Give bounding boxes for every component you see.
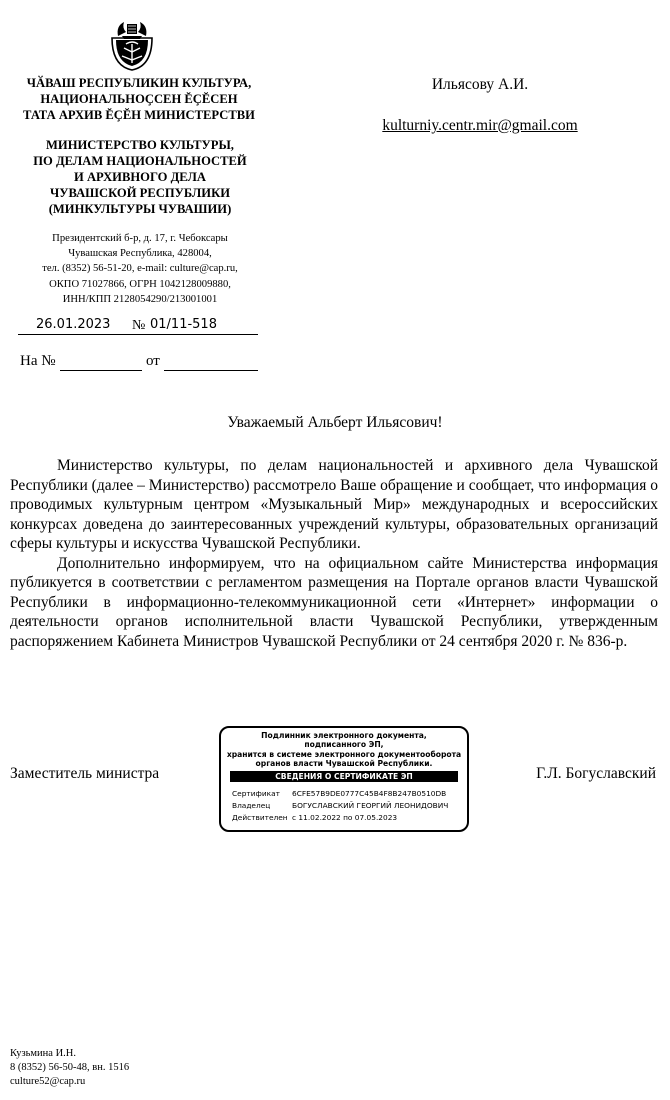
stamp-caption-line: хранится в системе электронного документооборота (226, 749, 462, 759)
stamp-caption (221, 731, 467, 769)
header-russian-line: И АРХИВНОГО ДЕЛА (74, 170, 206, 184)
body-paragraph: Дополнительно информируем, что на официальном сайте Министерства информация публикуется в соответствии с регламентом размещения на Портале органов власти Чувашской Республики в информационно-телекоммуникационной сети «Интернет» информации о деятельности органов исполнительной власти Чувашской Республики, утвержденным распоряжением Кабинета Министров Чувашской Республики от 24 сентября 2020 г. № 836-р. (10, 554, 658, 650)
body-paragraph: Министерство культуры, по делам национальностей и архивного дела Чувашской Республики (далее – Министерство) рассмотрело Ваше обращение и сообщает, что информация о проводимых культурным центром «Музыкальный Мир» международных и всероссийских конкурсах доведена до заинтересованных учреждений культуры, образовательных организаций сферы культуры и искусства Чувашской Республики. (10, 457, 658, 552)
address-line: ОКПО 71027866, ОГРН 1042128009880, (49, 278, 231, 290)
stamp-caption-line: органов власти Чувашской Республики. (255, 759, 433, 769)
coat-of-arms-emblem (108, 18, 156, 72)
registration-number: 01/11-518 (150, 317, 217, 332)
reference-number-label: На № (20, 353, 56, 369)
address-line: ИНН/КПП 2128054290/213001001 (62, 293, 218, 305)
header-chuvash-line: ТАТА АРХИВ ĔҪĔН МИНИСТЕРСТВИ (23, 108, 255, 122)
stamp-row-owner (232, 801, 448, 811)
reference-number-blank (60, 370, 142, 371)
header-russian-line: МИНИСТЕРСТВО КУЛЬТУРЫ, (46, 138, 234, 152)
stamp-row-key: Сертификат (232, 789, 280, 798)
header-chuvash-line: ЧӐВАШ РЕСПУБЛИКИН КУЛЬТУРА, (26, 76, 252, 90)
stamp-certificate-header: СВЕДЕНИЯ О СЕРТИФИКАТЕ ЭП (230, 771, 458, 782)
stamp-caption-line: подписанного ЭП, (304, 740, 384, 750)
recipient-email-link[interactable]: kulturniy.centr.mir@gmail.com (382, 117, 578, 134)
reference-from-label: от (146, 353, 160, 369)
ministry-address-block (10, 231, 270, 307)
stamp-row-value: 6CFE57B9DE0777C45B4F8B247B0510DB (292, 789, 447, 798)
stamp-row-certificate (232, 789, 446, 799)
header-russian-line: ЧУВАШСКОЙ РЕСПУБЛИКИ (49, 186, 230, 200)
executor-email: culture52@cap.ru (10, 1076, 86, 1087)
stamp-row-key: Действителен (232, 813, 288, 822)
address-line: Чувашская Республика, 428004, (68, 248, 212, 260)
registration-number-sign: № (132, 318, 146, 333)
executor-contact-footer (10, 1047, 129, 1089)
address-line: тел. (8352) 56-51-20, e-mail: culture@cap.ru, (42, 263, 238, 275)
signatory-position: Заместитель министра (10, 765, 160, 782)
stamp-row-value: БОГУСЛАВСКИЙ ГЕОРГИЙ ЛЕОНИДОВИЧ (292, 801, 449, 810)
registration-date: 26.01.2023 (36, 317, 111, 332)
salutation: Уважаемый Альберт Ильясович! (227, 414, 443, 431)
ministry-name-chuvash (8, 75, 270, 123)
executor-name: Кузьмина И.Н. (10, 1048, 76, 1059)
stamp-row-validity (232, 813, 397, 823)
signatory-name: Г.Л. Богуславский (536, 765, 656, 782)
stamp-row-key: Владелец (232, 801, 271, 810)
header-russian-line: ПО ДЕЛАМ НАЦИОНАЛЬНОСТЕЙ (33, 154, 247, 168)
electronic-signature-stamp (219, 726, 469, 832)
registration-underline (18, 334, 258, 335)
letter-body (10, 456, 658, 651)
stamp-row-value: с 11.02.2022 по 07.05.2023 (292, 813, 398, 822)
reference-date-blank (164, 370, 258, 371)
address-line: Президентский б-р, д. 17, г. Чебоксары (52, 233, 228, 244)
recipient-name: Ильясову А.И. (431, 76, 529, 93)
stamp-caption-line: Подлинник электронного документа, (261, 731, 427, 740)
executor-phone: 8 (8352) 56-50-48, вн. 1516 (10, 1062, 130, 1073)
ministry-name-russian (18, 137, 262, 217)
header-chuvash-line: НАЦИОНАЛЬНОҪСЕН ĔҪĔСЕН (40, 92, 238, 106)
header-russian-line: (МИНКУЛЬТУРЫ ЧУВАШИИ) (48, 202, 232, 216)
